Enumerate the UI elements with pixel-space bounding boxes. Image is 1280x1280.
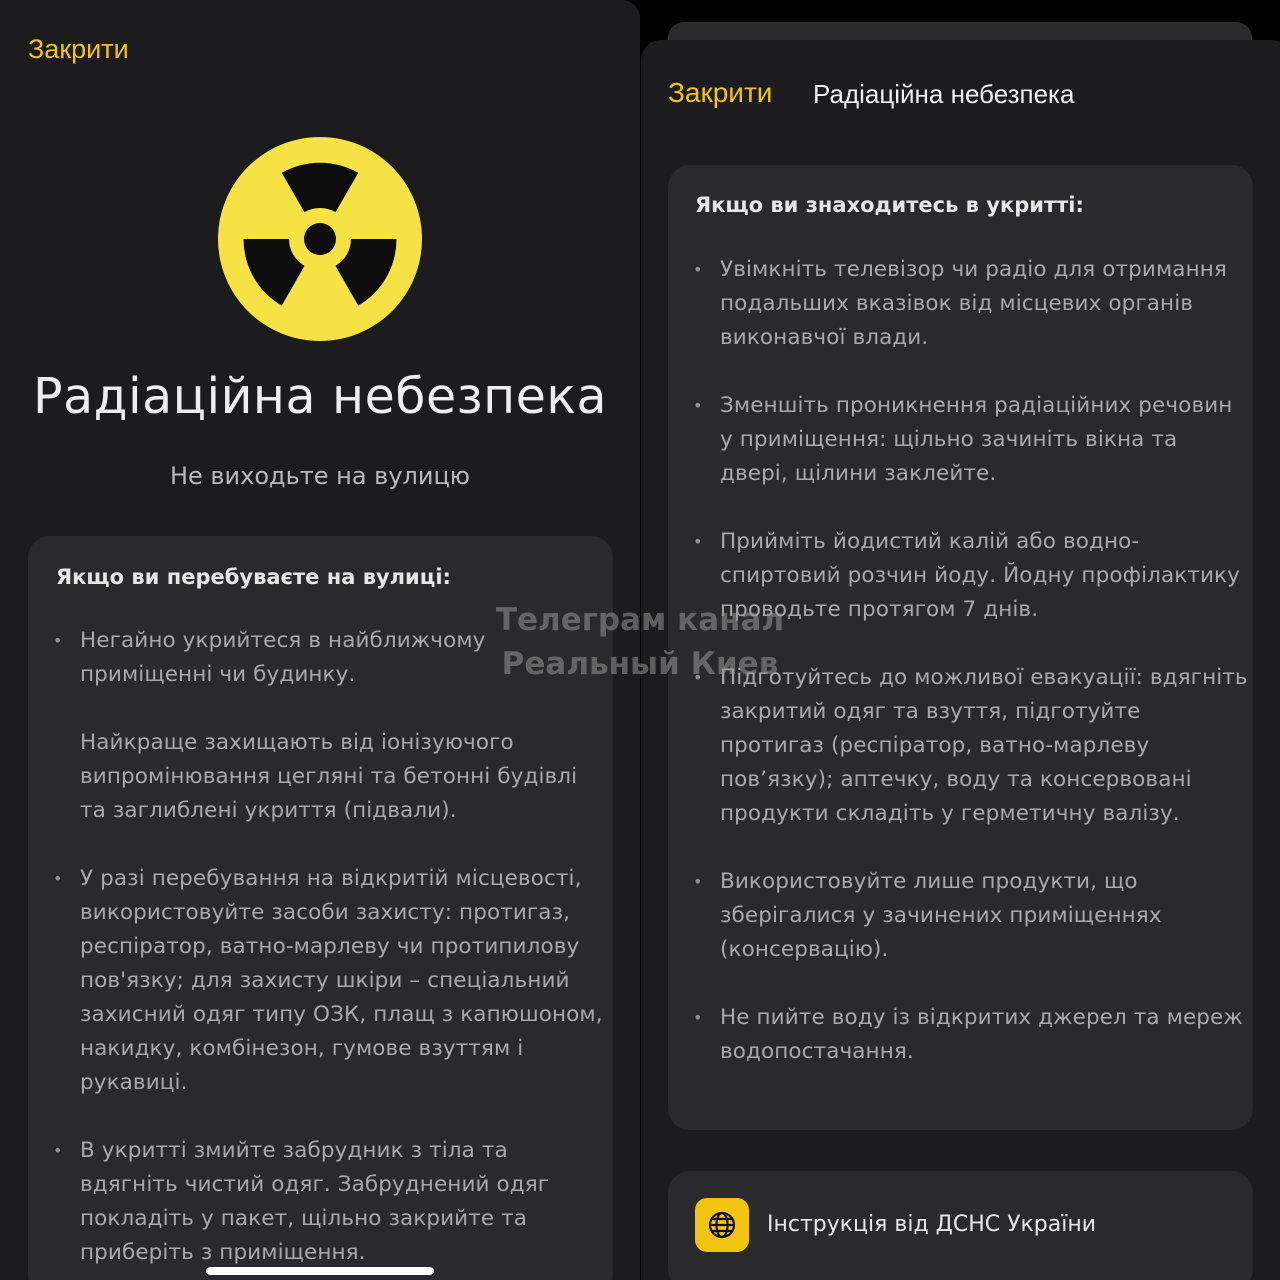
list-item-text: Найкраще захищають від іонізуючого випромінювання цегляні та бетонні будівлі та заглиблені укриття (підвали). — [80, 730, 578, 823]
shelter-instructions-list — [668, 253, 1248, 1103]
nav-title: Радіаційна небезпека — [813, 79, 1075, 109]
list-item-text: • Увімкніть телевізор чи радіо для отримання подальших вказівок від місцевих органів виконавчої влади. — [720, 257, 1227, 350]
list-item — [668, 389, 1248, 491]
list-item-text: • У разі перебування на відкритій місцевості, використовуйте засоби захисту: протигаз, респіратор, ватно-марлеву чи протипилову пов'язку; для захисту шкіри – спеціальний захисний одяг типу ОЗК, плащ з капюшоном, накидку, комбінезон, гумове взуттям і рукавиці. — [80, 866, 603, 1095]
close-button[interactable]: Закрити — [28, 34, 129, 64]
close-button[interactable]: Закрити — [668, 77, 773, 108]
list-item — [668, 661, 1248, 831]
home-indicator[interactable] — [206, 1267, 434, 1275]
globe-icon-glyph — [707, 1210, 737, 1240]
list-item-text: • Використовуйте лише продукти, що зберігалися у зачинених приміщеннях (консервацію). — [720, 869, 1162, 962]
list-item — [668, 253, 1248, 355]
list-item — [28, 1134, 608, 1270]
list-item-text: • Зменшіть проникнення радіаційних речовин у приміщення: щільно зачиніть вікна та двері, щілини заклейте. — [720, 393, 1233, 486]
list-item — [28, 624, 608, 828]
radiation-icon — [218, 137, 422, 341]
list-item-text: • В укритті змийте забрудник з тіла та вдягніть чистий одяг. Забруднений одяг покладіть у пакет, щільно закрийте та приберіть з приміщення. — [80, 1138, 550, 1265]
list-item-text: • Підготуйтесь до можливої евакуації: вдягніть закритий одяг та взуття, підготуйте протигаз (респіратор, ватно-марлеву пов’язку); аптечку, воду та консервовані продукти складіть у герметичну валізу. — [720, 665, 1248, 826]
watermark-line: Реальный Киев — [501, 646, 779, 682]
outdoor-instructions-list — [28, 624, 608, 1280]
list-item — [668, 525, 1248, 627]
watermark-line: Телеграм канал — [495, 602, 785, 638]
list-item — [668, 865, 1248, 967]
shelter-instructions-card — [668, 165, 1253, 1130]
list-item — [668, 1001, 1248, 1069]
list-item-text: • Не пийте воду із відкритих джерел та мереж водопостачання. — [720, 1005, 1243, 1064]
page-subtitle: Не виходьте на вулицю — [169, 462, 471, 490]
globe-icon — [695, 1198, 749, 1252]
list-item — [28, 862, 608, 1100]
outdoor-instructions-card — [28, 536, 613, 1280]
page-title: Радіаційна небезпека — [33, 368, 607, 425]
right-sheet — [641, 40, 1280, 1280]
card-heading: Якщо ви знаходитесь в укритті: — [695, 193, 1084, 217]
list-item-text: • Прийміть йодистий калій або водно-спиртовий розчин йоду. Йодну профілактику проводьте протягом 7 днів. — [720, 529, 1240, 622]
instruction-link-label: Інструкція від ДСНС України — [767, 1212, 1097, 1237]
dsns-instruction-link[interactable] — [668, 1171, 1253, 1280]
list-item-text: • Негайно укрийтеся в найближчому приміщенні чи будинку. — [80, 628, 486, 687]
card-heading: Якщо ви перебуваєте на вулиці: — [56, 565, 451, 589]
